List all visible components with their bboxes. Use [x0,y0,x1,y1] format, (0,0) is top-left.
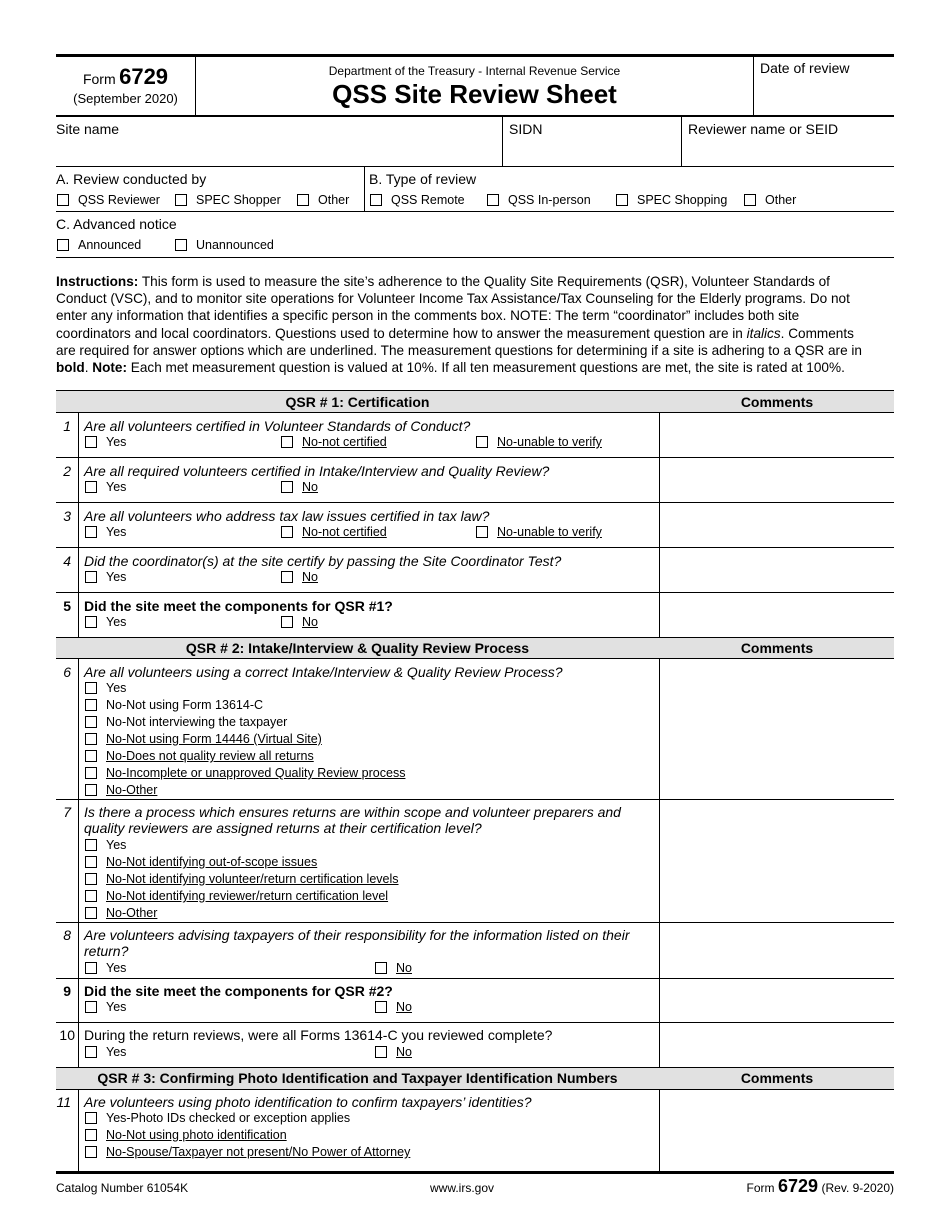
q7-option-label: No-Not identifying volunteer/return certification levels [106,872,399,886]
q4-yes-checkbox[interactable] [85,571,97,583]
question-number: 5 [63,598,71,614]
rule [56,799,894,800]
page-title: QSS Site Review Sheet [332,79,617,109]
rule [56,1022,894,1023]
rule [56,922,894,923]
q3-not-certified-checkbox[interactable] [281,526,293,538]
question-number: 10 [59,1027,75,1043]
question-number: 7 [63,804,71,820]
q11-option-checkbox[interactable] [85,1146,97,1158]
qss-reviewer-checkbox[interactable] [57,194,69,206]
q7-option-label: No-Not identifying reviewer/return certification level [106,889,389,903]
q7-option-checkbox[interactable] [85,856,97,868]
q10-comments-field[interactable] [661,1024,892,1066]
section-title-qsr1: QSR # 1: Certification [285,394,430,410]
q8-comments-field[interactable] [661,924,892,977]
q6-option-label: No-Does not quality review all returns [106,749,314,763]
instructions-text: . [84,360,93,376]
form-word: Form [82,71,116,87]
rule [56,592,894,593]
question-number: 9 [63,983,71,999]
question-3-text: Are all volunteers who address tax law issues certified in tax law? [84,508,490,524]
question-number: 8 [63,927,71,943]
q7-option-checkbox[interactable] [85,873,97,885]
top-rule [56,54,894,57]
q11-option-label: No-Not using photo identification [106,1128,287,1142]
date-of-review-label: Date of review [760,60,850,76]
date-of-review-field[interactable] [756,80,892,114]
q6-option-label: No-Not interviewing the taxpayer [106,715,288,729]
q3-yes-checkbox[interactable] [85,526,97,538]
spec-shopper-checkbox[interactable] [175,194,187,206]
q1-yes-checkbox[interactable] [85,436,97,448]
q9-yes-label: Yes [106,1000,127,1014]
question-number: 4 [63,553,71,569]
rule [56,1089,894,1090]
q6-option-checkbox[interactable] [85,699,97,711]
section-title-qsr2: QSR # 2: Intake/Interview & Quality Review Process [185,640,530,656]
q11-comments-field[interactable] [661,1091,892,1170]
rule [56,211,894,212]
q5-yes-checkbox[interactable] [85,616,97,628]
comments-column-rule [659,390,660,1172]
qss-in-person-checkbox[interactable] [487,194,499,206]
unannounced-label: Unannounced [196,238,274,252]
instructions-text: enter any information that identifies a specific person in the comments box. NOTE: The term “coordinator” includes both site [56,308,800,324]
q6-option-label: No-Incomplete or unapproved Quality Review process [106,766,406,780]
q6-option-checkbox[interactable] [85,733,97,745]
conducted-other-label: Other [318,193,350,207]
form-date: (September 2020) [73,91,178,106]
bottom-rule [56,1171,894,1174]
q9-yes-checkbox[interactable] [85,1001,97,1013]
q3-comments-field[interactable] [661,504,892,546]
question-8-text: return? [84,943,129,959]
q11-option-checkbox[interactable] [85,1112,97,1124]
q1-not-certified-checkbox[interactable] [281,436,293,448]
q3-not-certified-label: No-not certified [302,525,387,539]
comments-header: Comments [740,640,814,656]
instructions-text: This form is used to measure the site’s adherence to the Quality Site Requirements (QSR), Volunteer Standards of [138,274,830,289]
q7-option-checkbox[interactable] [85,839,97,851]
question-7-text: Is there a process which ensures returns are within scope and volunteer preparers and [84,804,621,820]
announced-label: Announced [78,238,142,252]
q7-comments-field[interactable] [661,801,892,921]
q6-comments-field[interactable] [661,660,892,797]
question-8-text: Are volunteers advising taxpayers of their responsibility for the information listed on their [84,927,630,943]
unannounced-checkbox[interactable] [175,239,187,251]
q1-unable-verify-label: No-unable to verify [497,435,602,449]
form-id [56,64,195,90]
rule [56,412,894,413]
rule [56,257,894,258]
q3-yes-label: Yes [106,525,127,539]
q4-yes-label: Yes [106,570,127,584]
rule [56,658,894,659]
rule [56,502,894,503]
instructions-note: Note: [92,360,128,376]
q5-comments-field[interactable] [661,594,892,636]
q8-no-label: No [396,961,412,975]
q10-no-label: No [396,1045,412,1059]
rule [56,978,894,979]
qss-reviewer-label: QSS Reviewer [78,193,160,207]
q6-option-label: No-Other [106,783,158,797]
q5-no-checkbox[interactable] [281,616,293,628]
agency-name: Department of the Treasury - Internal Revenue Service [328,64,621,78]
field-divider [364,167,365,211]
qss-remote-label: QSS Remote [391,193,465,207]
type-of-review-label: B. Type of review [369,171,477,187]
field-divider [681,116,682,166]
question-number: 11 [56,1094,71,1110]
spec-shopping-label: SPEC Shopping [637,193,728,207]
q11-option-label: No-Spouse/Taxpayer not present/No Power of Attorney [106,1145,411,1159]
rule [56,547,894,548]
q6-option-checkbox[interactable] [85,767,97,779]
q8-yes-checkbox[interactable] [85,962,97,974]
question-5-text: Did the site meet the components for QSR #1? [84,598,393,614]
q9-no-checkbox[interactable] [375,1001,387,1013]
question-number: 3 [63,508,71,524]
review-conducted-by-label: A. Review conducted by [56,171,207,187]
field-divider [502,116,503,166]
instructions [56,273,896,376]
instructions-lead: Instructions: [56,274,139,289]
question-1-text: Are all volunteers certified in Volunteer Standards of Conduct? [84,418,471,434]
q7-option-checkbox[interactable] [85,890,97,902]
q6-option-label: No-Not using Form 14446 (Virtual Site) [106,732,322,746]
reviewer-field[interactable] [684,138,892,164]
q1-unable-verify-checkbox[interactable] [476,436,488,448]
q3-unable-verify-label: No-unable to verify [497,525,602,539]
q2-yes-label: Yes [106,480,127,494]
form-number: 6729 [119,64,169,89]
section-title-qsr3: QSR # 3: Confirming Photo Identification and Taxpayer Identification Numbers [97,1070,618,1086]
site-name-field[interactable] [56,138,501,164]
q2-no-label: No [302,480,318,494]
reviewer-label: Reviewer name or SEID [688,121,839,137]
number-column-rule [78,412,79,637]
q6-option-checkbox[interactable] [85,682,97,694]
question-11-text: Are volunteers using photo identification to confirm taxpayers’ identities? [84,1094,532,1110]
q6-option-checkbox[interactable] [85,716,97,728]
q4-no-label: No [302,570,318,584]
q10-no-checkbox[interactable] [375,1046,387,1058]
q7-option-label: No-Other [106,906,158,920]
q1-not-certified-label: No-not certified [302,435,387,449]
spec-shopper-label: SPEC Shopper [196,193,281,207]
footer-form-id [720,1176,894,1197]
q7-option-checkbox[interactable] [85,907,97,919]
question-6-text: Are all volunteers using a correct Intake/Interview & Quality Review Process? [84,664,563,680]
rule [56,457,894,458]
comments-header: Comments [740,394,814,410]
instructions-text: Each met measurement question is valued at 10%. If all ten measurement questions are met, the site is rated at 100%. [127,360,845,376]
footer-form-word: Form [746,1181,775,1195]
q5-no-label: No [302,615,318,629]
instructions-italics-word: italics [746,325,781,341]
footer-revision: (Rev. 9-2020) [821,1181,894,1195]
question-number: 2 [63,463,71,479]
q7-option-label: No-Not identifying out-of-scope issues [106,855,318,869]
header-bottom-rule [56,115,894,117]
instructions-bold-word: bold [56,360,85,376]
question-2-text: Are all required volunteers certified in Intake/Interview and Quality Review? [84,463,550,479]
conducted-other-checkbox[interactable] [297,194,309,206]
q2-yes-checkbox[interactable] [85,481,97,493]
review-other-label: Other [765,193,797,207]
instructions-text: coordinators and local coordinators. Questions used to determine how to answer the measurement question are in [56,325,747,341]
q2-comments-field[interactable] [661,459,892,501]
q11-option-label: Yes-Photo IDs checked or exception applies [106,1111,351,1125]
question-number: 6 [63,664,71,680]
sidn-field[interactable] [505,138,680,164]
q9-no-label: No [396,1000,412,1014]
comments-header: Comments [740,1070,814,1086]
q6-option-checkbox[interactable] [85,750,97,762]
q8-yes-label: Yes [106,961,127,975]
q11-option-checkbox[interactable] [85,1129,97,1141]
question-7-text: quality reviewers are assigned returns at their certification level? [84,820,482,836]
instructions-text: are required for answer options which are underlined. The measurement questions for determining if a site is adhering to a QSR are in [56,342,862,358]
question-9-text: Did the site meet the components for QSR #2? [84,983,393,999]
question-4-text: Did the coordinator(s) at the site certify by passing the Site Coordinator Test? [84,553,562,569]
instructions-text: . Comments [780,325,854,341]
q10-yes-label: Yes [106,1045,127,1059]
q7-option-label: Yes [106,838,127,852]
q6-option-label: No-Not using Form 13614-C [106,698,264,712]
q1-comments-field[interactable] [661,414,892,456]
spec-shopping-checkbox[interactable] [616,194,628,206]
question-number: 1 [63,418,71,434]
question-10-text: During the return reviews, were all Forms 13614-C you reviewed complete? [84,1027,553,1043]
qss-remote-checkbox[interactable] [370,194,382,206]
q1-yes-label: Yes [106,435,127,449]
sidn-label: SIDN [509,121,543,137]
q3-unable-verify-checkbox[interactable] [476,526,488,538]
q2-no-checkbox[interactable] [281,481,293,493]
review-other-checkbox[interactable] [744,194,756,206]
q6-option-checkbox[interactable] [85,784,97,796]
number-column-rule [78,658,79,1067]
site-name-label: Site name [56,121,120,137]
number-column-rule [78,1089,79,1172]
advanced-notice-label: C. Advanced notice [56,216,177,232]
q5-yes-label: Yes [106,615,127,629]
q4-comments-field[interactable] [661,549,892,591]
q6-option-label: Yes [106,681,127,695]
irs-url: www.irs.gov [430,1181,495,1195]
q4-no-checkbox[interactable] [281,571,293,583]
announced-checkbox[interactable] [57,239,69,251]
q8-no-checkbox[interactable] [375,962,387,974]
q10-yes-checkbox[interactable] [85,1046,97,1058]
footer-form-number: 6729 [777,1176,819,1196]
q9-comments-field[interactable] [661,980,892,1021]
instructions-text: Conduct (VSC), and to monitor site operations for Volunteer Income Tax Assistance/Tax Counseling for the Elderly programs. Do not [56,291,850,307]
qss-in-person-label: QSS In-person [508,193,591,207]
catalog-number: Catalog Number 61054K [56,1181,189,1195]
header-divider [753,56,754,116]
rule [56,166,894,167]
